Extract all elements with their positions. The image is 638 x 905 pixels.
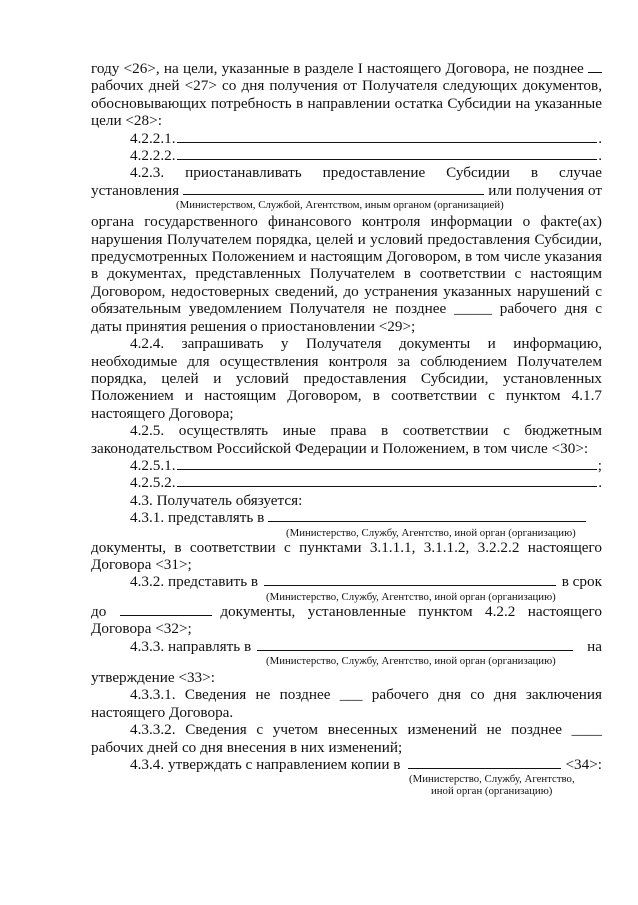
- item-4-2-5-2: 4.2.5.2. .: [130, 474, 602, 492]
- item-4-3-2: 4.3.2. представить в в срок: [130, 573, 602, 591]
- item-4-2-2-2: 4.2.2.2. .: [130, 147, 602, 165]
- text-line: цели <28>:: [91, 112, 162, 130]
- item-4-2-3: 4.2.3. приостанавливать предоставление Субсидии в случае: [130, 164, 602, 182]
- item-4-2-5-1: 4.2.5.1. ;: [130, 456, 602, 474]
- blank-caption: (Министерство, Службу, Агентство, иной орган (организацию): [266, 590, 556, 603]
- blank-caption: (Министерство, Службу, Агентство, иной орган (организацию): [286, 526, 576, 539]
- blank-caption: (Министерство, Службу, Агентство,: [409, 773, 575, 786]
- text-line: году <26>, на цели, указанные в разделе I настоящего Договора, не позднее: [91, 60, 602, 77]
- item-4-2-2-1: 4.2.2.1. .: [130, 129, 602, 147]
- item-4-3-2-deadline: до документы, установленные пунктом 4.2.2 настоящего: [91, 602, 602, 620]
- section-4-3: 4.3. Получатель обязуется:: [130, 491, 303, 509]
- item-4-3-1: 4.3.1. представлять в: [91, 509, 602, 526]
- blank-caption: (Министерство, Службу, Агентство, иной орган (организацию): [266, 655, 556, 667]
- blank-caption: (Министерством, Службой, Агентством, иным органом (организацией): [176, 199, 504, 212]
- text-line: рабочих дней <27> со дня получения от Получателя следующих документов,: [91, 77, 602, 95]
- item-4-3-4: 4.3.4. утверждать с направлением копии в <34>:: [130, 756, 602, 774]
- paragraph-4-2-5: 4.2.5. осуществлять иные права в соответствии с бюджетным законодательством Российской Федерации и Положением, в том числе <30>:: [91, 422, 602, 457]
- paragraph-4-3-3-2: 4.3.3.2. Сведения с учетом внесенных изменений не позднее ____ рабочих дней со дня внесения в них изменений;: [91, 721, 602, 756]
- text-line: обосновывающих потребность в направлении остатка Субсидии на указанные: [91, 94, 602, 112]
- paragraph-4-2-4: 4.2.4. запрашивать у Получателя документы и информацию, необходимые для осуществления контроля за соблюдением Получателем порядка, целей и условий предоставления Субсидии, установленных Положением и настоящим Договором, в соответствии с пунктом 4.1.7 настоящего Договора;: [91, 335, 602, 422]
- text-line: Договора <32>;: [91, 620, 192, 638]
- item-4-3-3: 4.3.3. направлять в на: [130, 637, 602, 655]
- paragraph-4-3-3-1: 4.3.3.1. Сведения не позднее ___ рабочего дня со дня заключения настоящего Договора.: [91, 686, 602, 721]
- paragraph-4-3-1: документы, в соответствии с пунктами 3.1.1.1, 3.1.1.2, 3.2.2.2 настоящего Договора <31>;: [91, 538, 602, 573]
- blank-caption: иной орган (организацию): [431, 785, 553, 798]
- document-page: [91, 60, 602, 797]
- text-line: утверждение <33>:: [91, 669, 215, 686]
- paragraph-4-2-3: органа государственного финансового контроля информации о факте(ах) нарушения Получателем порядка, целей и условий предоставления Субсидии, предусмотренных Положением и настоящим Договором, в том числе указания в документах, представленных Получателем в соответствии с настоящим Договором, недостоверных сведений, до устранения указанных нарушений с обязательным уведомлением Получателя не позднее _____ рабочего дня с даты принятия решения о приостановлении <29>;: [91, 213, 602, 335]
- item-4-2-3-blank: установления или получения от: [91, 181, 602, 199]
